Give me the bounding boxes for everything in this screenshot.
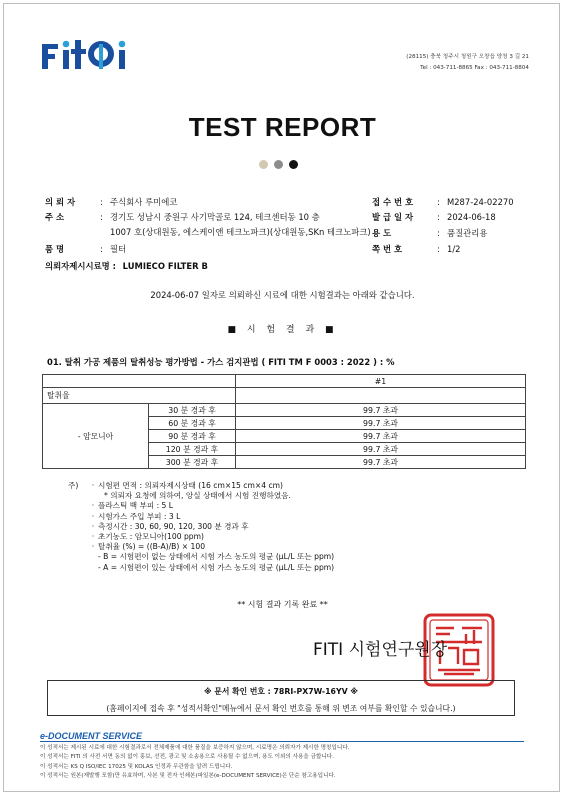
address-line2: 1007 호(상대원동, 에스케이앤 테크노파크)(상대원동,SKn 테크노파크) <box>110 227 371 237</box>
note-item: 시험편 면적 : 의뢰자제시상태 (16 cm×15 cm×4 cm) <box>98 481 284 490</box>
note-item: - B = 시험편이 없는 상태에서 시험 가스 농도의 평균 (μL/L 또는 ppm) <box>98 552 335 562</box>
divider-dots <box>259 160 298 169</box>
footer-divider <box>40 741 524 742</box>
contact-block <box>406 52 529 74</box>
address-text: (28115) 충북 청주시 청원구 오창읍 양청 3 길 21 <box>406 54 529 60</box>
table-header-row <box>43 375 526 388</box>
page-value: 1/2 <box>447 244 461 254</box>
category-row <box>43 388 526 404</box>
address-line1: 경기도 성남시 중원구 사기막골로 124, 테크센터동 10 층 <box>110 212 320 222</box>
product-row: 품 명 : 필터 <box>45 244 127 254</box>
dot-3 <box>289 160 298 169</box>
time-cell: 120 분 경과 후 <box>149 443 236 456</box>
time-cell: 60 분 경과 후 <box>149 417 236 430</box>
client-label: 의 뢰 자 <box>45 197 76 207</box>
dot-1 <box>259 160 268 169</box>
phone-fax-text: Tel : 043-711-8865 Fax : 043-711-8804 <box>420 65 529 71</box>
value-cell: 99.7 초과 <box>236 417 526 430</box>
report-title: TEST REPORT <box>188 112 377 142</box>
sample-row <box>45 260 208 272</box>
dot-2 <box>274 160 283 169</box>
footer-line: 이 성적서는 FITI 의 사전 서면 동의 없이 홍보, 선전, 광고 및 소송용으로 사용될 수 없으며, 용도 이외의 사용을 금합니다. <box>40 754 334 761</box>
time-cell: 300 분 경과 후 <box>149 456 236 469</box>
table-row <box>43 404 526 417</box>
section-title: ■ 시 험 결 과 ■ <box>227 325 338 335</box>
use-label: 용 도 <box>372 228 392 238</box>
sample-header: #1 <box>236 375 526 388</box>
sample-label: 의뢰자제시시료명 : <box>45 261 116 271</box>
use-row: 용 도 : 품질관리용 <box>372 228 488 238</box>
test-heading: 01. 탈취 가공 제품의 탈취성능 평가방법 - 가스 검지관법 ( FITI TM F 0003 : 2022 ) : % <box>47 357 395 367</box>
use-value: 품질관리용 <box>447 228 488 238</box>
footer-line: 이 성적서는 KS Q ISO/IEC 17025 및 KOLAS 인정과 무관함을 알려 드립니다. <box>40 763 233 770</box>
notes-mark: 주) <box>68 481 79 490</box>
note-item: - A = 시험편이 있는 상태에서 시험 가스 농도의 평균 (μL/L 또는 ppm) <box>98 562 335 572</box>
results-table <box>42 374 526 469</box>
address-label: 주 소 <box>45 212 65 222</box>
issue-row: 발 급 일 자 : 2024-06-18 <box>372 212 496 222</box>
verification-number: ※ 문서 확인 번호 : 78RI-PX7W-16YV ※ <box>204 687 358 696</box>
category-cell: 탈취율 <box>43 388 236 404</box>
category-value-blank <box>236 388 526 404</box>
value-cell: 99.7 초과 <box>236 443 526 456</box>
footer-line: 이 성적서는 원본(재발행 포함)만 유효하며, 사본 및 전자 인쇄본(파일본(e-DOCUMENT SERVICE)은 단순 참고용입니다. <box>40 773 336 780</box>
note-item: 초기농도 : 암모니아(100 ppm) <box>98 532 204 542</box>
note-item: 탈취율 (%) = ((B-A)/B) × 100 <box>98 542 206 552</box>
issue-label: 발 급 일 자 <box>372 212 414 222</box>
receipt-row: 접 수 번 호 : M287-24-02270 <box>372 197 514 207</box>
fiti-logo <box>40 36 132 70</box>
value-cell: 99.7 초과 <box>236 456 526 469</box>
footer-line: 이 성적서는 제시된 시료에 대한 시험결과로서 전체제품에 대한 품질을 보증하지 않으며, 시료명은 의뢰자가 제시한 명칭입니다. <box>40 745 350 751</box>
substance-cell: - 암모니아 <box>43 404 149 469</box>
notes-block: 주) · 시험편 면적 : 의뢰자제시상태 (16 cm×15 cm×4 cm) * 의뢰자 요청에 의하여, 앙실 상태에서 시험 진행하였음. · 플라스틱 백 부피 : 5 L · 시험가스 주입 부피 : 3 L · 측정시간 : 30, 60, 90, 120, 300 분 경과 후 · 초기농도 : 암모니아(100 ppm) · 탈취율 (%) = ((B-A)/B) × 100 - B = 시험편이 없는 상태에서 시험 가스 농도의 평균 (μL/L 또는 ppm) - A = 시험편이 있는 상태에서 시험 가스 농도의 평균 (μL/L 또는 ppm) <box>68 481 335 572</box>
value-cell: 99.7 초과 <box>236 430 526 443</box>
completion-text: ** 시험 결과 기록 완료 ** <box>237 600 328 609</box>
intro-text: 2024-06-07 일자로 의뢰하신 시료에 대한 시험결과는 아래와 같습니다. <box>150 290 415 300</box>
value-cell: 99.7 초과 <box>236 404 526 417</box>
verification-box <box>47 680 515 716</box>
edoc-service-heading: e-DOCUMENT SERVICE <box>40 731 143 741</box>
address-row: 주 소 : 경기도 성남시 중원구 사기막골로 124, 테크센터동 10 층 <box>45 212 320 222</box>
verification-instructions: (홈페이지에 접속 후 "성적서확인"메뉴에서 문서 확인 번호를 통해 위 변조 여부를 확인할 수 있습니다.) <box>106 704 456 713</box>
footer-notes <box>40 744 349 782</box>
receipt-label: 접 수 번 호 <box>372 197 414 207</box>
receipt-value: M287-24-02270 <box>447 197 514 207</box>
signature-text: FITI 시험연구원장 <box>313 640 448 660</box>
product-value: 필터 <box>110 244 127 254</box>
note-item: 시험가스 주입 부피 : 3 L <box>98 511 181 521</box>
note-item: 플라스틱 백 부피 : 5 L <box>98 501 174 511</box>
page-label: 쪽 번 호 <box>372 244 403 254</box>
client-value: 주식회사 루미에코 <box>110 197 178 207</box>
client-row: 의 뢰 자 : 주식회사 루미에코 <box>45 197 178 207</box>
page-row: 쪽 번 호 : 1/2 <box>372 244 461 254</box>
note-item: * 의뢰자 요청에 의하여, 앙실 상태에서 시험 진행하였음. <box>104 491 291 501</box>
note-item: 측정시간 : 30, 60, 90, 120, 300 분 경과 후 <box>98 521 249 531</box>
time-cell: 30 분 경과 후 <box>149 404 236 417</box>
time-cell: 90 분 경과 후 <box>149 430 236 443</box>
sample-value: LUMIECO FILTER B <box>122 261 208 271</box>
table-header-blank <box>43 375 236 388</box>
product-label: 품 명 <box>45 244 65 254</box>
issue-value: 2024-06-18 <box>447 212 496 222</box>
